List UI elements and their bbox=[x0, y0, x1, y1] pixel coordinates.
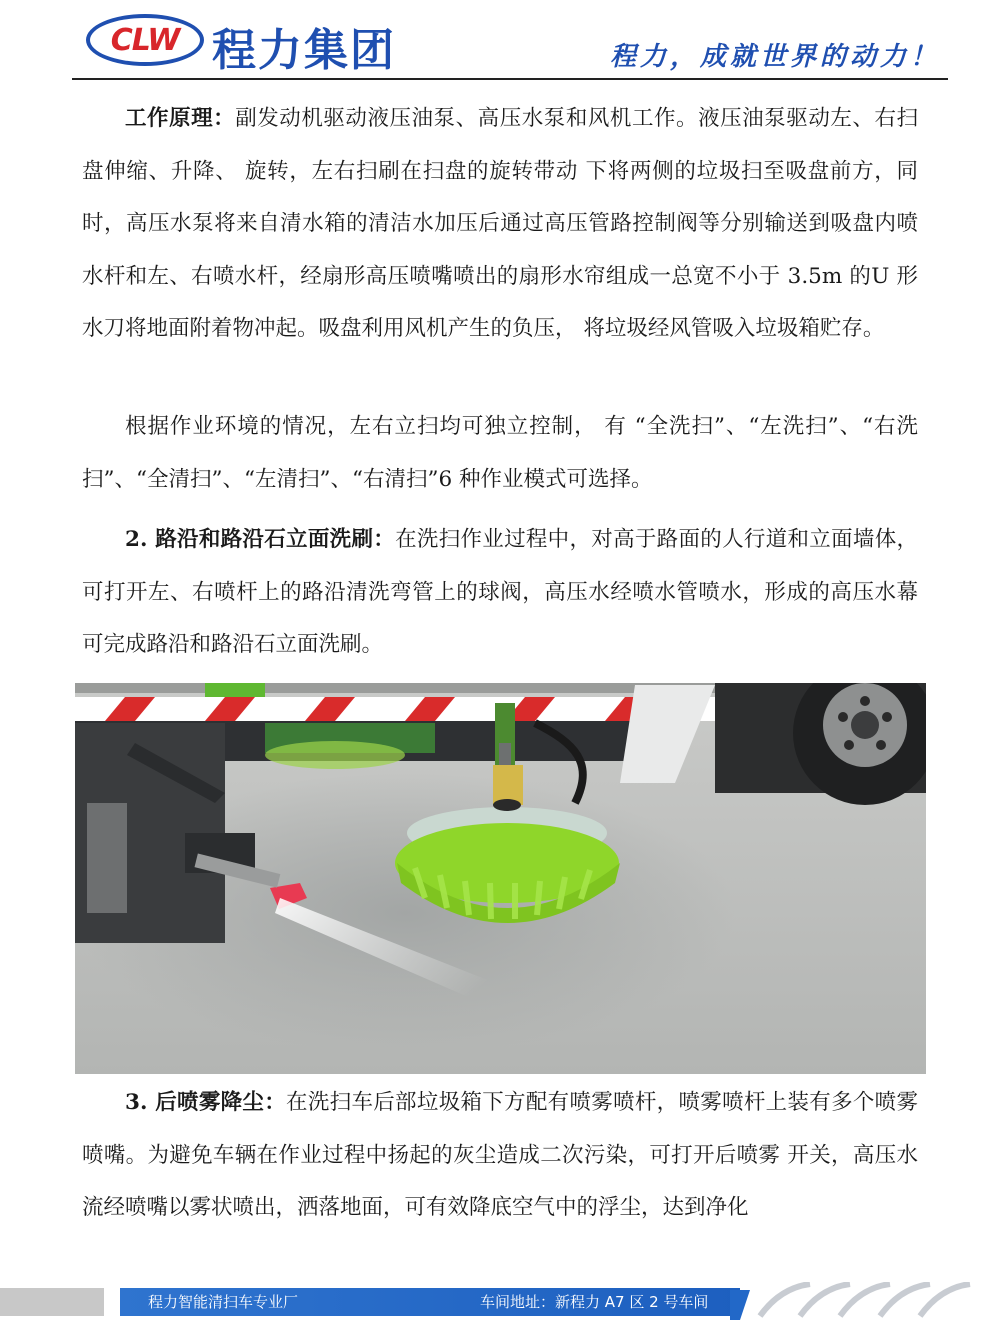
modes-text: 根据作业环境的情况，左右立扫均可独立控制， 有 “全洗扫”、“左洗扫”、“右洗扫”、“全清扫”、“左清扫”、“右清扫”6 种作业模式可选择。 bbox=[82, 414, 918, 492]
page-header bbox=[0, 0, 1000, 80]
footer-grey-block bbox=[0, 1288, 104, 1316]
truck-wheel bbox=[715, 683, 926, 805]
company-name-logo: 程力集团 bbox=[212, 25, 396, 76]
photo-illustration bbox=[75, 683, 926, 1074]
curb-paragraph bbox=[82, 514, 918, 672]
modes-paragraph bbox=[82, 401, 918, 506]
spray-paragraph bbox=[82, 1077, 918, 1235]
principle-label: 工作原理： bbox=[125, 106, 236, 131]
principle-paragraph bbox=[82, 93, 918, 356]
footer-address: 车间地址：新程力 A7 区 2 号车间 bbox=[480, 1293, 709, 1311]
clw-logo bbox=[86, 14, 204, 66]
footer-swoosh-graphic bbox=[730, 1282, 990, 1322]
curb-label: 2. 路沿和路沿石立面洗刷： bbox=[125, 527, 396, 552]
principle-text: 副发动机驱动液压油泵、高压水泵和风机工作。液压油泵驱动左、右扫盘伸缩、升降、 旋转，左右扫刷在扫盘的旋转带动 下将两侧的垃圾扫至吸盘前方，同 时，高压水泵将来自清水箱的清洁水加压后通过高压管路控制阀等分别输送到吸盘内喷水杆和左、右喷水杆，经扇形高压喷嘴喷出的扇形水帘组成一总宽不小于 3.5m 的U 形水刀将地面附着物冲起。吸盘利用风机产生的负压， 将垃圾经风管吸入垃圾箱贮存。 bbox=[82, 106, 918, 341]
sweeper-brush-photo bbox=[75, 683, 926, 1074]
footer-factory-name: 程力智能清扫车专业厂 bbox=[148, 1293, 299, 1311]
slogan: 程力，成就世界的动力！ bbox=[609, 42, 940, 72]
spray-label: 3. 后喷雾降尘： bbox=[125, 1090, 287, 1115]
spray-text: 在洗扫车后部垃圾箱下方配有喷雾喷杆，喷雾喷杆上装有多个喷雾喷嘴。为避免车辆在作业过程中扬起的灰尘造成二次污染，可打开后喷雾 开关，高压水流经喷嘴以雾状喷出，洒落地面，可有效降底空气中的浮尘，达到净化 bbox=[82, 1090, 918, 1220]
header-rule bbox=[72, 78, 948, 80]
logo-text: CLW bbox=[110, 22, 180, 58]
curb-text: 在洗扫作业过程中，对高于路面的人行道和立面墙体，可打开左、右喷杆上的路沿清洗弯管上的球阀，高压水经喷水管喷水，形成的高压水幕可完成路沿和路沿石立面洗刷。 bbox=[82, 527, 918, 657]
page-footer bbox=[0, 1282, 1000, 1322]
